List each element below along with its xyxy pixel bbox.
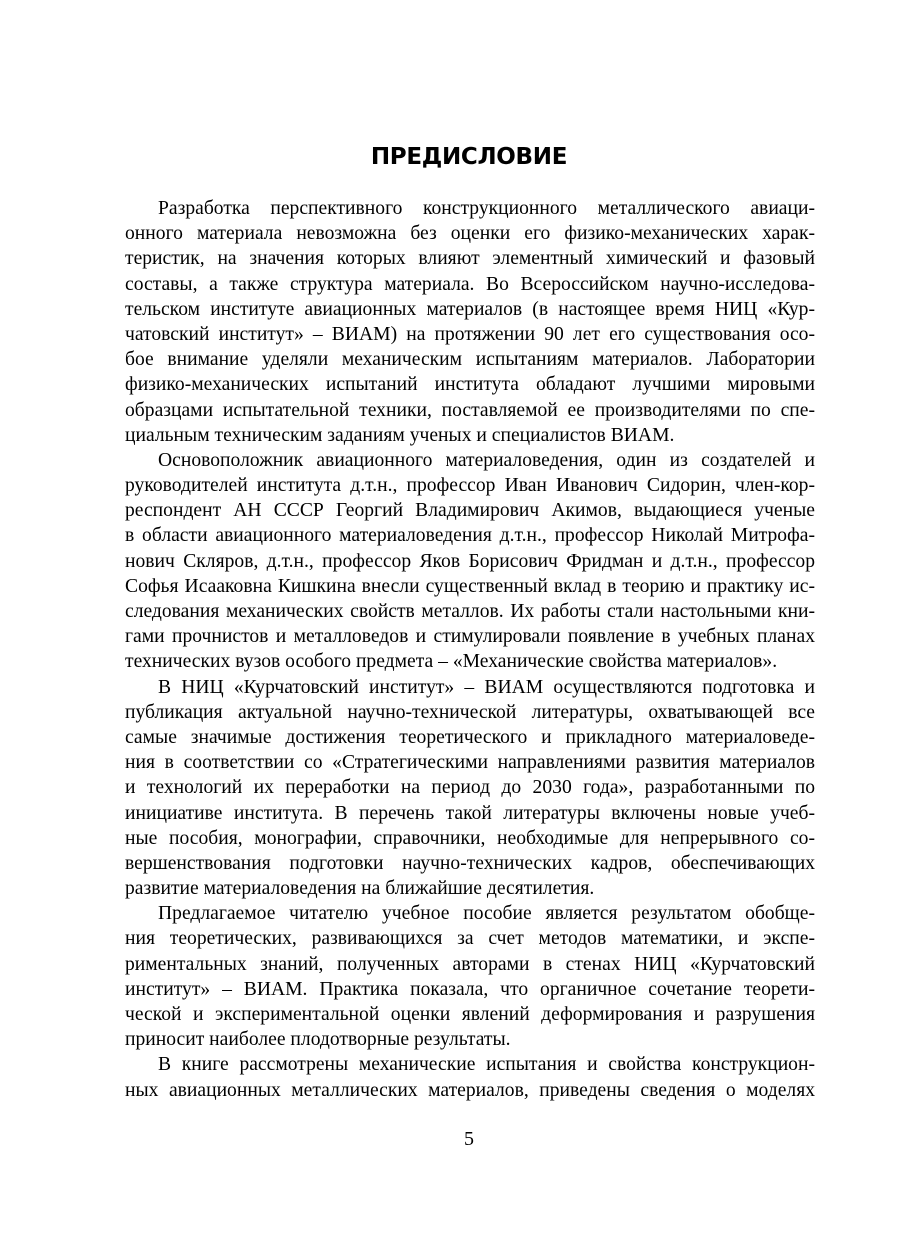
text-line: технических вузов особого предмета – «Механические свойства материалов».: [125, 651, 778, 673]
text-line: нович Скляров, д.т.н., профессор Яков Борисович Фридман и д.т.н., профессор: [125, 550, 815, 572]
text-line: В книге рассмотрены механические испытания и свойства конструкцион-: [158, 1054, 815, 1076]
text-line: развитие материаловедения на ближайшие десятилетия.: [125, 878, 595, 900]
text-line: самые значимые достижения теоретического и прикладного материаловеде-: [125, 726, 815, 748]
text-line: ния в соответствии со «Стратегическими направлениями развития материалов: [125, 752, 815, 774]
text-line: Разработка перспективного конструкционного металлического авиаци-: [158, 198, 815, 219]
text-line: Софья Исааковна Кишкина внесли существенный вклад в теорию и практику ис-: [125, 575, 815, 597]
text-line: физико-механических испытаний института обладают лучшими мировыми: [125, 374, 815, 396]
body-text: [125, 196, 815, 1103]
text-line: теристик, на значения которых влияют элементный химический и фазовый: [125, 248, 815, 270]
text-line: онного материала невозможна без оценки его физико-механических харак-: [125, 223, 815, 245]
text-line: риментальных знаний, полученных авторами в стенах НИЦ «Курчатовский: [125, 953, 815, 975]
text-line: тельском институте авиационных материалов (в настоящее время НИЦ «Кур-: [125, 298, 815, 320]
text-line: инициативе института. В перечень такой литературы включены новые учеб-: [125, 802, 815, 824]
text-line: ные пособия, монографии, справочники, необходимые для непрерывного со-: [125, 827, 815, 849]
text-line: следования механических свойств металлов. Их работы стали настольными кни-: [125, 601, 815, 622]
text-line: респондент АН СССР Георгий Владимирович Акимов, выдающиеся ученые: [125, 500, 815, 522]
text-line: публикация актуальной научно-технической литературы, охватывающей все: [125, 701, 815, 723]
text-line: Предлагаемое читателю учебное пособие является результатом обобще-: [158, 903, 815, 925]
text-line: вершенствования подготовки научно-технических кадров, обеспечивающих: [125, 852, 815, 874]
text-line: циальным техническим заданиям ученых и специалистов ВИАМ.: [125, 424, 675, 446]
text-line: бое внимание уделяли механическим испытаниям материалов. Лаборатории: [125, 349, 815, 371]
text-line: ных авиационных металлических материалов, приведены сведения о моделях: [125, 1079, 815, 1101]
text-line: чатовский институт» – ВИАМ) на протяжении 90 лет его существования осо-: [125, 323, 815, 345]
text-line: в области авиационного материаловедения д.т.н., профессор Николай Митрофа-: [125, 525, 815, 547]
page-number: 5: [464, 1128, 474, 1150]
text-line: ческой и экспериментальной оценки явлений деформирования и разрушения: [125, 1004, 815, 1025]
text-line: Основоположник авиационного материаловедения, один из создателей и: [158, 449, 815, 471]
text-line: руководителей института д.т.н., профессор Иван Иванович Сидорин, член-кор-: [125, 475, 815, 497]
text-line: и технологий их переработки на период до 2030 года», разработанными по: [125, 777, 815, 799]
page-title: ПРЕДИСЛОВИЕ: [370, 144, 568, 170]
text-line: приносит наиболее плодотворные результаты.: [125, 1029, 511, 1051]
text-line: В НИЦ «Курчатовский институт» – ВИАМ осуществляются подготовка и: [158, 676, 815, 698]
text-line: ния теоретических, развивающихся за счет методов математики, и экспе-: [125, 928, 815, 950]
text-line: гами прочнистов и металловедов и стимулировали появление в учебных планах: [125, 626, 815, 648]
text-line: институт» – ВИАМ. Практика показала, что органичное сочетание теорети-: [125, 978, 815, 1000]
text-line: образцами испытательной техники, поставляемой ее производителями по спе-: [125, 399, 815, 421]
text-line: составы, а также структура материала. Во Всероссийском научно-исследова-: [125, 273, 815, 295]
